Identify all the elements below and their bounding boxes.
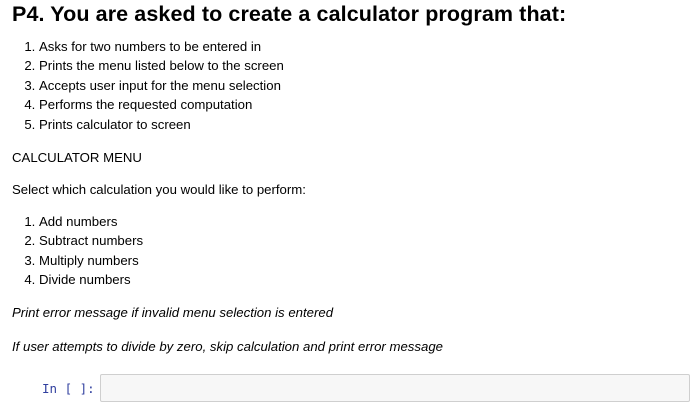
menu-title: CALCULATOR MENU [12, 150, 142, 165]
requirements-list [12, 37, 284, 134]
list-item: 1. Asks for two numbers to be entered in [39, 37, 284, 56]
list-item: 1. Add numbers [39, 212, 143, 231]
input-prompt: In [ ]: [42, 381, 95, 396]
list-item: 3. Accepts user input for the menu selection [39, 76, 284, 95]
list-item: 4. Divide numbers [39, 270, 143, 289]
list-item: 4. Performs the requested computation [39, 95, 284, 114]
menu-options-list [12, 212, 143, 290]
code-cell [0, 372, 700, 404]
list-item: 2. Subtract numbers [39, 231, 143, 250]
select-prompt: Select which calculation you would like to perform: [12, 182, 306, 197]
list-item: 3. Multiply numbers [39, 251, 143, 270]
error-note: Print error message if invalid menu selection is entered [12, 305, 334, 320]
problem-heading: P4. You are asked to create a calculator program that: [12, 2, 567, 26]
list-item: 2. Prints the menu listed below to the screen [39, 56, 284, 75]
list-item: 5. Prints calculator to screen [39, 115, 284, 134]
code-input-area[interactable] [100, 374, 690, 402]
divide-by-zero-note: If user attempts to divide by zero, skip calculation and print error message [12, 339, 443, 354]
